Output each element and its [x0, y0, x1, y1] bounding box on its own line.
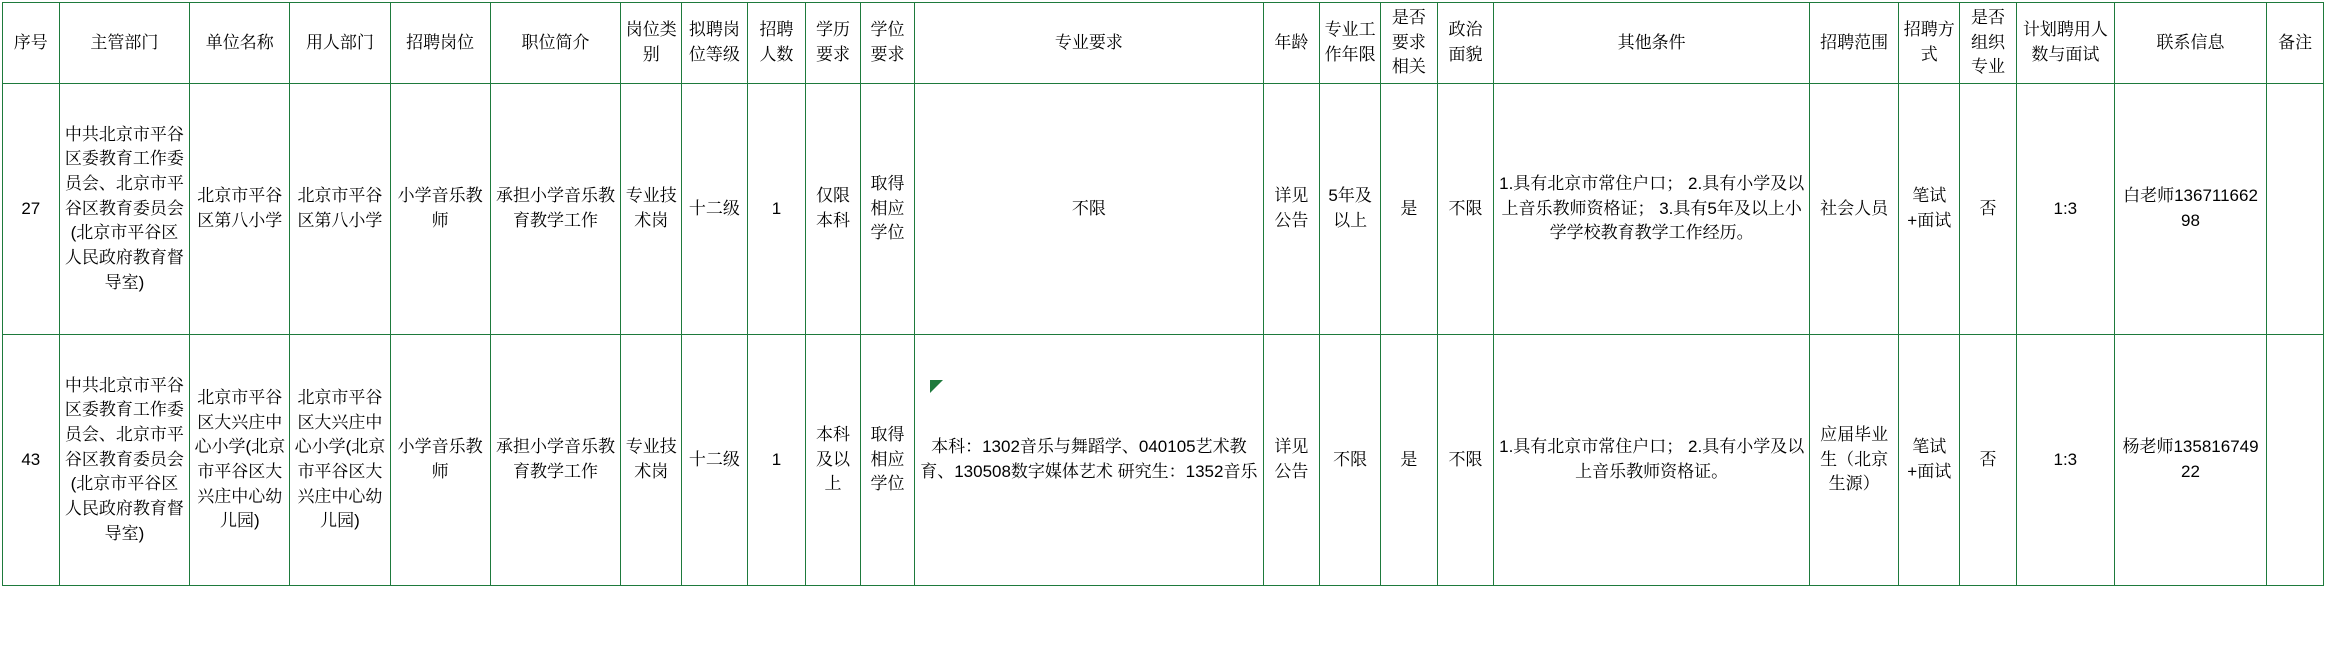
cell-marker-triangle	[930, 380, 943, 393]
header-seq: 序号	[3, 3, 60, 84]
cell-ratio: 1:3	[2016, 83, 2114, 334]
header-headcount: 招聘人数	[747, 3, 806, 84]
cell-education: 仅限本科	[806, 83, 860, 334]
header-degree: 学位要求	[860, 3, 914, 84]
cell-age: 详见公告	[1263, 83, 1320, 334]
cell-headcount: 1	[747, 83, 806, 334]
header-other-conditions: 其他条件	[1494, 3, 1810, 84]
cell-method: 笔试+面试	[1899, 334, 1960, 585]
header-political: 政治面貌	[1437, 3, 1494, 84]
cell-political: 不限	[1437, 334, 1494, 585]
cell-degree: 取得相应学位	[860, 83, 914, 334]
header-method: 招聘方式	[1899, 3, 1960, 84]
cell-job-brief: 承担小学音乐教育教学工作	[490, 334, 621, 585]
cell-work-years: 5年及以上	[1320, 83, 1381, 334]
condition-line: 3.具有5年及以上小学学校教育教学工作经历。	[1549, 198, 1802, 243]
cell-organized-major: 否	[1960, 334, 2017, 585]
header-post-level: 拟聘岗位等级	[682, 3, 747, 84]
cell-other-conditions	[1494, 334, 1810, 585]
header-unit: 单位名称	[190, 3, 290, 84]
header-post-type: 岗位类别	[621, 3, 682, 84]
cell-scope: 社会人员	[1810, 83, 1899, 334]
cell-post-type: 专业技术岗	[621, 334, 682, 585]
cell-major: 本科：1302音乐与舞蹈学、040105艺术教育、130508数字媒体艺术 研究生：1352音乐	[915, 334, 1263, 585]
cell-ratio: 1:3	[2016, 334, 2114, 585]
cell-post-level: 十二级	[682, 83, 747, 334]
recruitment-table	[2, 2, 2324, 586]
header-education: 学历要求	[806, 3, 860, 84]
cell-relevance: 是	[1381, 83, 1438, 334]
cell-degree: 取得相应学位	[860, 334, 914, 585]
header-department: 主管部门	[59, 3, 190, 84]
cell-headcount: 1	[747, 334, 806, 585]
cell-seq: 43	[3, 334, 60, 585]
header-age: 年龄	[1263, 3, 1320, 84]
cell-remark	[2267, 83, 2324, 334]
cell-contact: 白老师13671166298	[2114, 83, 2266, 334]
cell-age: 详见公告	[1263, 334, 1320, 585]
cell-contact: 杨老师13581674922	[2114, 334, 2266, 585]
cell-unit: 北京市平谷区大兴庄中心小学(北京市平谷区大兴庄中心幼儿园)	[190, 334, 290, 585]
cell-employing-dept: 北京市平谷区大兴庄中心小学(北京市平谷区大兴庄中心幼儿园)	[290, 334, 390, 585]
cell-political: 不限	[1437, 83, 1494, 334]
header-position: 招聘岗位	[390, 3, 490, 84]
condition-line: 1.具有北京市常住户口；	[1499, 173, 1684, 193]
header-job-brief: 职位简介	[490, 3, 621, 84]
cell-job-brief: 承担小学音乐教育教学工作	[490, 83, 621, 334]
condition-line: 1.具有北京市常住户口；	[1499, 437, 1684, 457]
cell-unit: 北京市平谷区第八小学	[190, 83, 290, 334]
header-employing-dept: 用人部门	[290, 3, 390, 84]
cell-major: 不限	[915, 83, 1263, 334]
cell-work-years: 不限	[1320, 334, 1381, 585]
cell-education: 本科及以上	[806, 334, 860, 585]
cell-seq: 27	[3, 83, 60, 334]
condition-line: 2.具有小学及以上音乐教师资格证；	[1501, 173, 1805, 218]
cell-organized-major: 否	[1960, 83, 2017, 334]
cell-remark	[2267, 334, 2324, 585]
header-major: 专业要求	[915, 3, 1263, 84]
cell-position: 小学音乐教师	[390, 334, 490, 585]
header-work-years: 专业工作年限	[1320, 3, 1381, 84]
cell-scope: 应届毕业生（北京生源）	[1810, 334, 1899, 585]
cell-department: 中共北京市平谷区委教育工作委员会、北京市平谷区教育委员会(北京市平谷区人民政府教育督导室)	[59, 83, 190, 334]
cell-other-conditions	[1494, 83, 1810, 334]
header-organized-major: 是否组织专业	[1960, 3, 2017, 84]
cell-position: 小学音乐教师	[390, 83, 490, 334]
cell-method: 笔试+面试	[1899, 83, 1960, 334]
header-ratio: 计划聘用人数与面试	[2016, 3, 2114, 84]
cell-post-type: 专业技术岗	[621, 83, 682, 334]
cell-department: 中共北京市平谷区委教育工作委员会、北京市平谷区教育委员会(北京市平谷区人民政府教育督导室)	[59, 334, 190, 585]
cell-employing-dept: 北京市平谷区第八小学	[290, 83, 390, 334]
table-row	[3, 83, 2324, 334]
condition-line: 2.具有小学及以上音乐教师资格证。	[1575, 437, 1805, 481]
header-scope: 招聘范围	[1810, 3, 1899, 84]
table-header-row	[3, 3, 2324, 84]
cell-post-level: 十二级	[682, 334, 747, 585]
header-relevance: 是否要求相关	[1381, 3, 1438, 84]
cell-relevance: 是	[1381, 334, 1438, 585]
table-row	[3, 334, 2324, 585]
header-contact: 联系信息	[2114, 3, 2266, 84]
header-remark: 备注	[2267, 3, 2324, 84]
